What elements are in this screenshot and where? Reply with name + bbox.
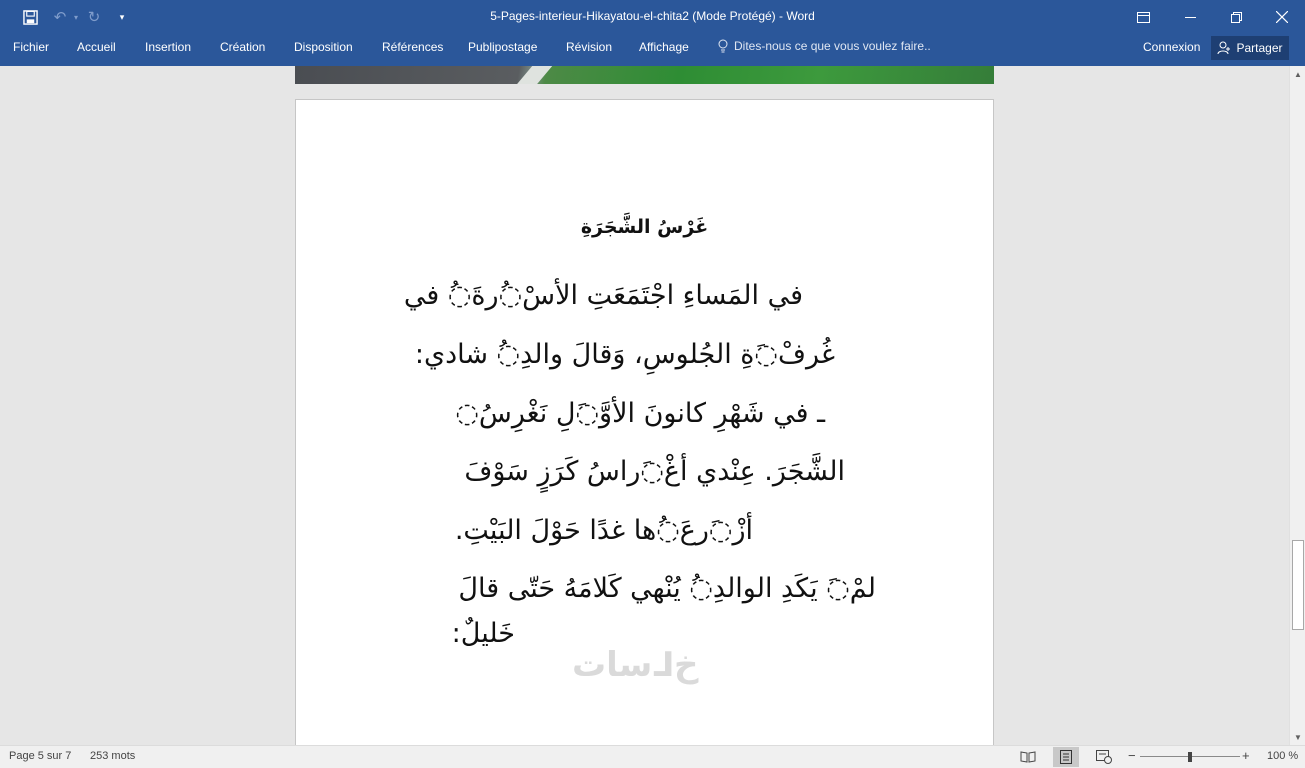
text-line: ـ في شَهْرِ كانونَ الأوَّ◌َلِ نَغْرِسُ◌ xyxy=(455,398,825,429)
text-line: خَليلٌ: xyxy=(451,618,515,649)
text-line: لمْ◌َ يَكَدِ الوالدِ◌ُ يُنْهي كَلامَهُ حَتّى قالَ xyxy=(458,573,876,604)
tab-insertion[interactable]: Insertion xyxy=(145,40,192,54)
word-count[interactable]: 253 mots xyxy=(90,750,136,762)
scroll-up-icon[interactable]: ▲ xyxy=(1294,69,1302,79)
title-bar xyxy=(0,0,1305,34)
status-bar xyxy=(0,745,1305,768)
customize-qat-icon[interactable]: ▾ xyxy=(119,11,125,22)
text-line: الشَّجَرَ. عِنْدي أغْ◌َراسُ كَرَزٍ سَوْفَ xyxy=(464,456,845,487)
restore-icon[interactable] xyxy=(1213,0,1259,34)
tab-publipostage[interactable]: Publipostage xyxy=(468,40,538,54)
text-line: غُرفْ◌َةِ الجُلوسِ، وَقالَ والدِ◌ُ شادي: xyxy=(414,339,835,370)
tab-affichage[interactable]: Affichage xyxy=(639,40,689,54)
share-label: Partager xyxy=(1236,41,1283,55)
scroll-down-icon[interactable]: ▼ xyxy=(1294,732,1302,742)
sign-in-link[interactable]: Connexion xyxy=(1143,40,1201,54)
zoom-level[interactable]: 100 % xyxy=(1267,750,1299,762)
person-icon xyxy=(1217,41,1231,55)
page-image-road-marking xyxy=(510,66,555,84)
tab-references[interactable]: Références xyxy=(382,40,444,54)
tab-accueil[interactable]: Accueil xyxy=(77,40,116,54)
read-mode-icon[interactable] xyxy=(1015,747,1041,767)
story-title: غَرْسُ الشَّجَرَةِ xyxy=(580,216,709,238)
web-layout-icon[interactable] xyxy=(1091,747,1117,767)
tab-disposition[interactable]: Disposition xyxy=(294,40,353,54)
page-indicator[interactable]: Page 5 sur 7 xyxy=(9,750,72,762)
previous-page-bottom xyxy=(295,66,994,84)
zoom-slider[interactable] xyxy=(1140,756,1240,757)
watermark-logo: خ⅃سات xyxy=(572,645,699,685)
tab-revision[interactable]: Révision xyxy=(566,40,613,54)
lightbulb-icon xyxy=(718,39,728,53)
document-canvas[interactable] xyxy=(0,66,1289,745)
print-layout-icon[interactable] xyxy=(1053,747,1079,767)
share-button[interactable] xyxy=(1211,36,1289,60)
tell-me-text: Dites-nous ce que vous voulez faire.. xyxy=(734,39,931,53)
scroll-thumb[interactable] xyxy=(1292,540,1304,630)
undo-dropdown-icon[interactable]: ▾ xyxy=(73,12,78,22)
minimize-icon[interactable] xyxy=(1167,0,1213,34)
text-line: أزْ◌َرعَ◌ُها غدًا حَوْلَ البَيْتِ. xyxy=(454,515,753,546)
ribbon-tab-bar xyxy=(0,34,1305,66)
vertical-scrollbar[interactable] xyxy=(1289,66,1305,745)
zoom-in-icon[interactable]: + xyxy=(1242,748,1250,763)
undo-icon[interactable]: ↶ xyxy=(53,9,67,26)
tell-me-box[interactable] xyxy=(718,39,931,53)
zoom-slider-handle[interactable] xyxy=(1188,752,1192,762)
tab-creation[interactable]: Création xyxy=(220,40,266,54)
close-icon[interactable] xyxy=(1259,0,1305,34)
text-line: في المَساءِ اجْتَمَعَتِ الأسْ◌ُرةَ◌ُ في xyxy=(403,280,803,311)
tab-fichier[interactable]: Fichier xyxy=(13,40,50,54)
ribbon-display-icon[interactable] xyxy=(1120,0,1166,34)
redo-icon[interactable]: ↻ xyxy=(87,9,101,26)
zoom-out-icon[interactable]: − xyxy=(1128,748,1136,763)
window-title: 5-Pages-interieur-Hikayatou-el-chita2 (Mode Protégé) - Word xyxy=(490,9,815,23)
